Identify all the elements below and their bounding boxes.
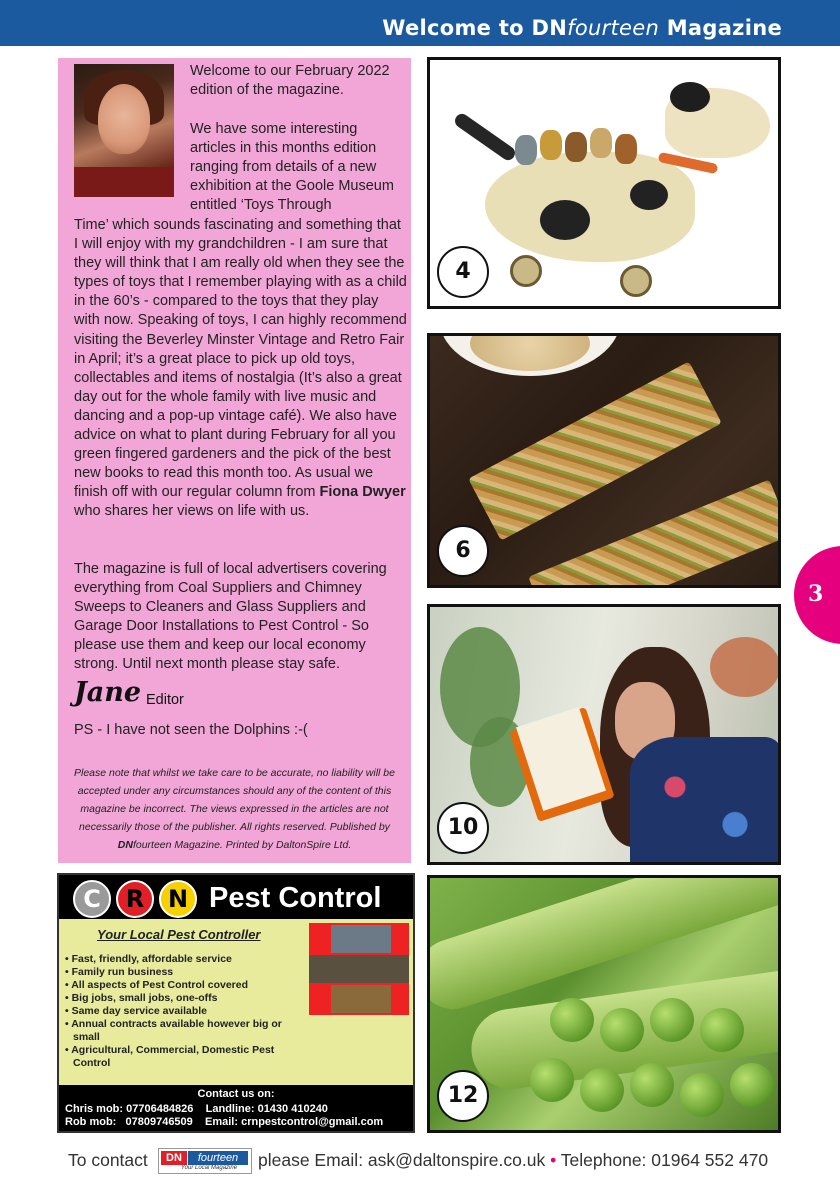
ad-contact [59,1085,413,1131]
magazine-title: Welcome to DNfourteen Magazine [382,16,782,40]
contact-line-2[interactable]: Rob mob: 07809746509 Email: crnpestcontrol@gmail.com [65,1116,384,1128]
page-number-badge: 4 [437,246,489,298]
ad-brand: Pest Control [209,882,382,914]
ad-subtitle: Your Local Pest Controller [97,927,261,942]
columnist-name: Fiona Dwyer [319,484,406,501]
page-number: 3 [808,581,824,607]
editor-signature: Jane [74,677,142,708]
header-bar [0,0,840,46]
letter-ps: PS - I have not seen the Dolphins :-( [74,722,308,738]
crn-pest-control-ad[interactable] [57,873,415,1133]
letter-paragraph-2-top: We have some interesting articles in this months edition ranging from details of a new exhibition at the Goole Museum entitled ‘Toys Through [190,121,394,214]
disclaimer: Please note that whilst we take care to be accurate, no liability will be accepted under any circumstances should any of the content of this magazine be incorrect. The views expressed in the articles are not necessarily those of the publisher. All rights reserved. Published by DNfourteen Magazine. Printed by DaltonSpire Ltd. [73,767,395,851]
ad-service-list [65,953,310,1070]
footer-phone[interactable]: Telephone: 01964 552 470 [560,1150,769,1170]
photo-toy-dog[interactable] [427,57,781,309]
ad-header [59,875,413,919]
editor-letter [58,58,411,863]
page-number-tab [794,546,840,644]
editor-role: Editor [146,692,184,708]
list-item: • Family run business [65,966,310,979]
title-brand-dn: DN [531,16,568,40]
footer-contact[interactable]: please Email: ask@daltonspire.co.uk • Telephone: 01964 552 470 [258,1150,769,1170]
letter-paragraph-2: Time’ which sounds fascinating and something that I will enjoy with my grandchildren - I am sure that they will think that I am really old when they see the types of toys that I remember playing with as a child in the 60’s - compared to the toys that they play with now. Speaking of toys, I can highly recommend visiting the Beverley Minster Vintage and Retro Fair in April; it’s a great place to pick up old toys, collectables and items of nostalgia (It’s also a great day out for the whole family with live music and dancing and a pop-up vintage café). We also have advice on what to plant during February for all you green fingered gardeners and the pick of the best new books to read this month too. As usual we finish off with our regular column from Fiona Dwyer who shares her views on life with us. [74,217,407,520]
list-item: • All aspects of Pest Control covered [65,979,310,992]
title-brand-fourteen: fourteen [567,16,660,40]
pest-images [309,923,409,1015]
list-item: • Big jobs, small jobs, one-offs [65,992,310,1005]
letter-intro: Welcome to our February 2022 edition of the magazine. [190,63,390,99]
list-item: • Fast, friendly, affordable service [65,953,310,966]
page-number-badge: 10 [437,802,489,854]
contact-title: Contact us on: [197,1088,275,1100]
photo-broad-beans[interactable] [427,875,781,1133]
list-item: • Same day service available [65,1005,310,1018]
page-number-badge: 12 [437,1070,489,1122]
letter-paragraph-3: The magazine is full of local advertisers covering everything from Coal Suppliers and Chimney Sweeps to Cleaners and Glass Suppliers and Garage Door Installations to Pest Control - So please use them and keep our local economy strong. Until next month please stay safe. [74,561,387,673]
footer-email[interactable]: please Email: ask@daltonspire.co.uk [258,1150,546,1170]
footer [68,1148,828,1174]
footer-prefix: To contact [68,1150,148,1170]
crn-letter-n: N [159,880,197,918]
contact-line-1[interactable]: Chris mob: 07706484826 Landline: 01430 410240 [65,1103,328,1115]
list-item: • Annual contracts available however big or small [65,1018,310,1044]
editor-photo [74,64,174,197]
photo-woman-reading[interactable] [427,604,781,865]
page-number-badge: 6 [437,525,489,577]
dnfourteen-logo: DN fourteen Your Local Magazine [158,1148,252,1174]
list-item: • Agricultural, Commercial, Domestic Pest Control [65,1044,310,1070]
crn-letter-r: R [116,880,154,918]
photo-granola-bars[interactable] [427,333,781,588]
crn-letter-c: C [73,880,111,918]
